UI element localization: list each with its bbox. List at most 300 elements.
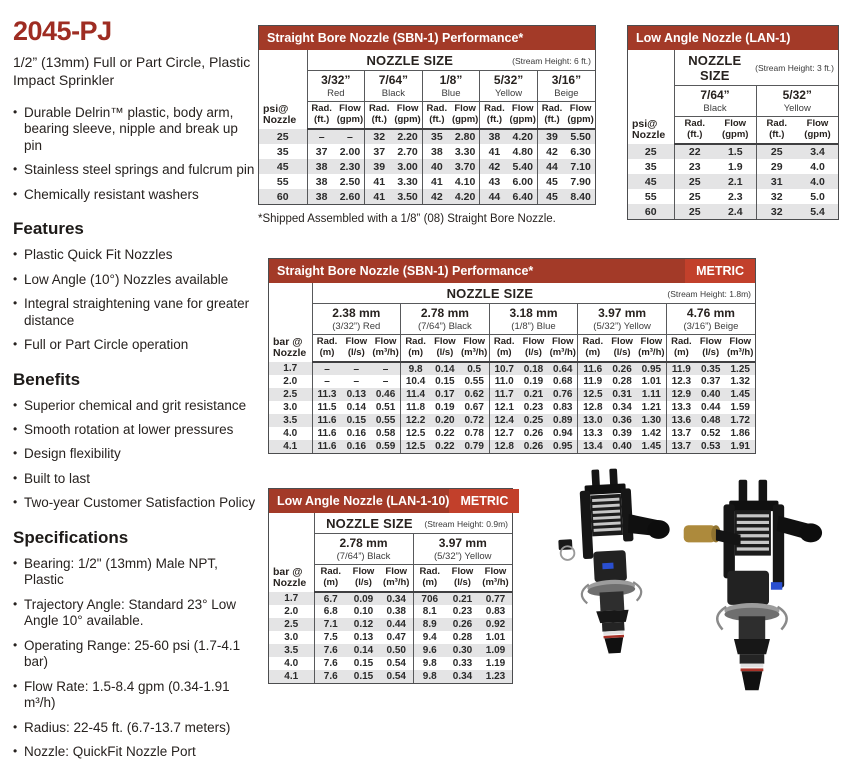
nozzle-color: Red — [327, 87, 345, 99]
data-cell: 1.9 — [727, 160, 743, 173]
specifications-heading: Specifications — [13, 527, 129, 547]
data-cell: 7.90 — [570, 175, 591, 188]
data-cell: 12.4 — [489, 414, 519, 427]
nozzle-color: Beige — [554, 87, 579, 99]
size-row — [269, 304, 755, 335]
data-cell: 1.91 — [725, 440, 755, 453]
row-pressure-value: 45 — [259, 159, 307, 174]
unit-name: Flow — [551, 336, 574, 348]
data-cell: 12.5 — [401, 427, 431, 440]
lan1-table-grid — [628, 50, 838, 219]
data-cell: 1.72 — [725, 414, 755, 427]
nozzle-group-header — [489, 304, 578, 335]
data-cell: – — [312, 362, 342, 375]
data-cell: 41 — [365, 174, 394, 189]
column-unit-header — [566, 102, 595, 130]
nozzle-size-header — [307, 50, 595, 71]
data-cell: 12.3 — [666, 375, 696, 388]
sprinkler-illustration — [541, 459, 679, 665]
data-cell: 0.23 — [523, 402, 544, 414]
data-cell: 2.3 — [727, 190, 743, 203]
column-unit-header — [460, 335, 490, 363]
data-row — [269, 388, 755, 401]
data-cell: 13.6 — [666, 414, 696, 427]
data-cell: 0.58 — [375, 428, 396, 440]
list-item: • Radius: 22-45 ft. (6.7-13.7 meters) — [13, 720, 256, 736]
nozzle-color: (5/32”) Yellow — [433, 550, 492, 562]
unit-symbol: (l/s) — [525, 346, 542, 358]
data-cell: 2.1 — [715, 174, 756, 189]
column-unit-header — [479, 565, 512, 593]
unit-symbol: (l/s) — [454, 576, 471, 588]
performance-table — [628, 50, 838, 219]
product-subtitle: 1/2” (13mm) Full or Part Circle, Plastic Impact Sprinkler — [13, 54, 251, 88]
data-cell: 0.22 — [430, 440, 460, 453]
row-pressure-value: 4.1 — [269, 670, 314, 683]
nozzle-size-header — [312, 283, 755, 304]
page-title: 2045-PJ — [13, 16, 112, 46]
data-cell: 0.94 — [553, 428, 573, 440]
row-pressure-value: 1.7 — [269, 362, 312, 375]
data-cell: 10.7 — [489, 362, 519, 375]
data-row — [259, 159, 595, 174]
data-cell: 7.5 — [314, 631, 347, 644]
impact-sprinkler-photo-right — [676, 476, 826, 699]
data-cell: 0.30 — [446, 644, 479, 657]
column-unit-header — [393, 102, 422, 130]
data-row — [269, 375, 755, 388]
list-item: • Stainless steel springs and fulcrum pin — [13, 162, 256, 178]
data-cell: 0.54 — [386, 658, 406, 670]
data-row — [269, 631, 512, 644]
data-row — [269, 670, 512, 683]
unit-symbol: (m³/h) — [383, 576, 410, 588]
list-item: • Trajectory Angle: Standard 23° Low Angle 10° available. — [13, 597, 256, 630]
data-cell: 38 — [480, 129, 509, 144]
lan110-metric-grid — [269, 513, 512, 683]
data-cell: 42 — [537, 144, 566, 159]
data-cell: 0.17 — [430, 388, 460, 401]
unit-symbol: (m³/h) — [638, 346, 665, 358]
column-unit-header — [548, 335, 578, 363]
data-cell: 39 — [537, 129, 566, 144]
data-row — [259, 174, 595, 189]
table-header — [628, 50, 838, 144]
data-cell: 2.70 — [397, 145, 418, 158]
nozzle-size-wrap — [679, 53, 835, 83]
unit-symbol: (l/s) — [613, 346, 631, 358]
data-cell: 41 — [422, 174, 451, 189]
column-unit-header — [342, 335, 372, 363]
list-item: • Nozzle: QuickFit Nozzle Port — [13, 744, 256, 760]
row-pressure-value: 55 — [259, 174, 307, 189]
nozzle-size: 2.78 mm — [420, 306, 469, 320]
sbn1-table-grid — [259, 50, 595, 204]
list-item: • Durable Delrin™ plastic, body arm, bearing sleeve, nipple and break up pin — [13, 105, 256, 154]
list-item: • Flow Rate: 1.5-8.4 gpm (0.34-1.91 m³/h) — [13, 679, 256, 712]
lan110-metric-title-bar — [269, 489, 512, 513]
performance-table — [269, 283, 755, 453]
data-cell: 0.46 — [371, 388, 401, 401]
data-cell: 13.4 — [578, 440, 608, 453]
data-cell: 12.8 — [489, 440, 519, 453]
nozzle-color: Yellow — [783, 102, 811, 114]
stream-height-note: (Stream Height: 6 ft.) — [512, 55, 591, 66]
data-cell: 1.19 — [485, 658, 506, 670]
data-cell: 13.7 — [666, 440, 696, 453]
data-row — [269, 605, 512, 618]
data-cell: 6.7 — [314, 592, 347, 605]
data-cell: 0.09 — [347, 592, 380, 605]
data-cell: 8.40 — [566, 189, 595, 204]
list-item: • Built to last — [13, 471, 256, 487]
data-cell: 0.55 — [371, 414, 401, 427]
data-row — [269, 592, 512, 605]
product-info-column — [13, 16, 256, 769]
data-cell: 11.3 — [312, 388, 342, 401]
unit-name: Flow — [451, 566, 474, 578]
data-cell: 25 — [674, 174, 715, 189]
data-cell: 1.23 — [479, 670, 512, 683]
data-cell: 13.3 — [578, 427, 608, 440]
data-cell: 38 — [307, 189, 336, 204]
row-header-line: Nozzle — [273, 347, 307, 360]
stream-height-note: (Stream Height: 1.8m) — [667, 288, 751, 299]
data-cell: 0.28 — [452, 632, 473, 644]
lan110-metric-table — [268, 488, 513, 684]
data-cell: 7.6 — [314, 644, 347, 657]
data-cell: 5.50 — [566, 129, 595, 144]
unit-symbol: (m³/h) — [460, 346, 488, 358]
data-cell: 9.8 — [413, 657, 446, 670]
data-cell: 5.4 — [797, 204, 838, 219]
unit-symbol: (gpm) — [451, 113, 479, 125]
column-unit-header — [365, 102, 394, 130]
list-item: • Integral straightening vane for greater distance — [13, 296, 256, 329]
row-pressure-value: 55 — [628, 189, 674, 204]
data-cell: 0.72 — [460, 414, 490, 427]
data-cell: 4.0 — [797, 174, 838, 189]
nozzle-color: (3/16”) Beige — [683, 320, 739, 332]
nozzle-group-header — [312, 304, 401, 335]
data-cell: 1.86 — [730, 428, 750, 440]
data-cell: 0.92 — [479, 618, 512, 631]
data-cell: 0.76 — [548, 388, 578, 401]
data-cell: 12.2 — [401, 414, 431, 427]
data-cell: 23 — [674, 159, 715, 174]
data-cell: 44 — [480, 189, 509, 204]
nozzle-size: 3/32” — [321, 73, 351, 87]
list-item: • Chemically resistant washers — [13, 187, 256, 203]
nozzle-size: 2.78 mm — [339, 536, 388, 550]
data-cell: 10.4 — [401, 375, 431, 388]
unit-symbol: (m) — [319, 346, 335, 358]
data-cell: 1.59 — [730, 402, 750, 414]
unit-name: Flow — [484, 566, 507, 578]
data-row — [269, 657, 512, 670]
nozzle-size-header — [314, 513, 512, 534]
data-row — [259, 129, 595, 144]
header-row — [269, 283, 755, 304]
data-cell: 0.39 — [612, 428, 632, 440]
data-row — [628, 204, 838, 219]
data-cell: 0.89 — [548, 414, 578, 427]
data-cell: 2.30 — [336, 159, 365, 174]
list-item: • Plastic Quick Fit Nozzles — [13, 247, 256, 263]
data-cell: 0.28 — [612, 376, 632, 388]
data-cell: 6.00 — [512, 175, 533, 188]
data-cell: 0.15 — [353, 658, 374, 670]
column-unit-header — [312, 335, 342, 363]
unit-name: Rad. — [541, 103, 563, 115]
data-cell: 3.30 — [454, 145, 476, 158]
data-cell: 2.20 — [393, 129, 422, 144]
data-cell: 5.0 — [810, 190, 825, 203]
data-row — [269, 618, 512, 631]
unit-name: Flow — [640, 336, 663, 348]
data-cell: 4.20 — [509, 129, 538, 144]
unit-name: Rad. — [582, 336, 604, 348]
data-row — [628, 144, 838, 159]
table-title: Straight Bore Nozzle (SBN-1) Performance* — [267, 31, 524, 45]
features-list — [13, 247, 256, 353]
data-cell: 12.9 — [666, 388, 696, 401]
data-cell: 8.9 — [413, 618, 446, 631]
row-header-line: bar @ — [273, 336, 303, 349]
unit-symbol: (m) — [422, 576, 438, 588]
header-row — [628, 50, 838, 86]
list-item: • Design flexibility — [13, 446, 256, 462]
data-cell: 0.14 — [347, 644, 380, 657]
data-cell: 0.15 — [347, 670, 380, 683]
data-cell: 0.14 — [346, 402, 367, 414]
data-cell: 0.33 — [452, 658, 473, 670]
row-pressure-value: 3.5 — [269, 644, 314, 657]
sbn1-footnote: *Shipped Assembled with a 1/8” (08) Straight Bore Nozzle. — [258, 213, 556, 225]
data-cell: 0.95 — [637, 362, 667, 375]
data-cell: 1.42 — [641, 428, 662, 440]
data-cell: 0.21 — [446, 592, 479, 605]
column-unit-header — [578, 335, 608, 363]
data-row — [628, 174, 838, 189]
metric-badge: METRIC — [685, 259, 755, 283]
data-cell: 1.30 — [637, 414, 667, 427]
row-header-line: bar @ — [273, 566, 303, 579]
unit-symbol: (m) — [585, 346, 601, 358]
data-cell: 0.95 — [548, 440, 578, 453]
data-row — [269, 644, 512, 657]
unit-name: Flow — [339, 103, 361, 115]
data-cell: 0.77 — [479, 592, 512, 605]
data-cell: 12.8 — [578, 401, 608, 414]
unit-name: Flow — [569, 103, 592, 115]
data-cell: 7.1 — [314, 618, 347, 631]
data-cell: – — [307, 129, 336, 144]
nozzle-color: (7/64”) Black — [336, 550, 391, 562]
column-unit-header — [696, 335, 726, 363]
data-cell: 0.18 — [519, 362, 549, 375]
data-cell: – — [371, 362, 401, 375]
data-cell: 13.7 — [666, 427, 696, 440]
data-cell: 9.6 — [413, 644, 446, 657]
sbn1-table-title-bar — [259, 26, 595, 50]
impact-sprinkler-photo-left — [541, 459, 680, 670]
list-item: • Superior chemical and grit resistance — [13, 398, 256, 414]
data-cell: 0.54 — [380, 670, 413, 683]
list-item: • Two-year Customer Satisfaction Policy — [13, 495, 256, 511]
unit-name: Rad. — [484, 103, 505, 115]
row-header-line: psi@ — [632, 118, 658, 131]
nozzle-color: (1/8”) Blue — [511, 320, 556, 332]
data-cell: 37 — [365, 144, 394, 159]
data-cell: 12.7 — [489, 427, 519, 440]
data-cell: 0.12 — [347, 618, 380, 631]
row-pressure-value: 3.0 — [269, 401, 312, 414]
unit-name: Flow — [611, 336, 633, 348]
unit-name: Rad. — [684, 118, 706, 130]
data-row — [269, 440, 755, 453]
data-cell: 0.15 — [435, 376, 455, 388]
unit-symbol: (l/s) — [702, 346, 720, 358]
unit-name: Flow — [345, 336, 368, 348]
data-cell: 7.6 — [314, 657, 347, 670]
unit-name: Rad. — [426, 103, 448, 115]
unit-name: Flow — [352, 566, 375, 578]
table-title: Low Angle Nozzle (LAN-1-10) — [277, 494, 450, 508]
data-cell: 0.62 — [460, 388, 490, 401]
performance-table — [269, 513, 512, 683]
unit-symbol: (m³/h) — [727, 346, 754, 358]
data-cell: 3.70 — [451, 159, 480, 174]
column-unit-header — [480, 102, 509, 130]
data-cell: 44 — [537, 159, 566, 174]
data-cell: 0.5 — [460, 362, 490, 375]
row-header-label — [628, 50, 674, 144]
data-cell: 3.30 — [397, 175, 418, 188]
unit-symbol: (l/s) — [355, 576, 372, 588]
data-row — [259, 189, 595, 204]
nozzle-color: Yellow — [495, 87, 523, 99]
column-unit-header — [413, 565, 446, 593]
unit-symbol: (ft.) — [687, 128, 703, 140]
unit-name: Flow — [522, 336, 545, 348]
data-cell: 0.44 — [700, 402, 721, 414]
nozzle-size: 3.97 mm — [598, 306, 647, 320]
unit-name: Flow — [454, 103, 476, 115]
unit-row — [269, 335, 755, 363]
data-row — [269, 414, 755, 427]
data-cell: 11.5 — [312, 401, 342, 414]
data-cell: 0.10 — [353, 606, 374, 618]
list-item: • Bearing: 1/2" (13mm) Male NPT, Plastic — [13, 556, 256, 589]
data-row — [269, 362, 755, 375]
data-cell: 0.19 — [523, 376, 544, 388]
data-cell: 9.8 — [413, 670, 446, 683]
data-cell: 13.0 — [578, 414, 608, 427]
row-pressure-value: 1.7 — [269, 592, 314, 605]
benefits-list — [13, 398, 256, 512]
data-cell: 2.60 — [336, 189, 365, 204]
nozzle-size: 1/8” — [439, 73, 463, 87]
data-cell: 7.10 — [566, 159, 595, 174]
unit-name: Rad. — [316, 336, 338, 348]
nozzle-group-header — [413, 534, 512, 565]
column-unit-header — [797, 117, 838, 145]
unit-name: Flow — [724, 118, 747, 130]
data-cell: 3.4 — [797, 144, 838, 159]
data-cell: 0.48 — [696, 414, 726, 427]
column-unit-header — [314, 565, 347, 593]
unit-symbol: (l/s) — [436, 346, 454, 358]
data-cell: – — [336, 129, 365, 144]
unit-symbol: (ft.) — [769, 128, 785, 140]
row-pressure-value: 2.5 — [269, 618, 314, 631]
data-cell: 39 — [365, 159, 394, 174]
row-header-label — [269, 283, 312, 362]
data-cell: 0.50 — [380, 644, 413, 657]
data-cell: 0.13 — [342, 388, 372, 401]
nozzle-color: Blue — [441, 87, 461, 99]
nozzle-size-wrap — [312, 53, 592, 68]
nozzle-group-header — [480, 71, 538, 102]
column-unit-header — [422, 102, 451, 130]
data-cell: 11.7 — [489, 388, 519, 401]
row-pressure-value: 3.0 — [269, 631, 314, 644]
nozzle-size: 2.38 mm — [332, 306, 381, 320]
unit-symbol: (l/s) — [347, 346, 365, 358]
data-cell: 4.0 — [810, 160, 825, 173]
data-cell: 0.52 — [700, 428, 721, 440]
data-cell: 0.38 — [386, 606, 406, 618]
features-heading: Features — [13, 219, 84, 239]
data-cell: 11.0 — [489, 375, 519, 388]
unit-symbol: (ft.) — [429, 113, 445, 125]
column-unit-header — [489, 335, 519, 363]
data-cell: 3.50 — [393, 189, 422, 204]
list-item: • Full or Part Circle operation — [13, 337, 256, 353]
lan1-table-title-bar — [628, 26, 838, 50]
nozzle-group-header — [756, 86, 838, 117]
data-cell: 0.83 — [553, 402, 573, 414]
column-unit-header — [509, 102, 538, 130]
row-pressure-value: 2.0 — [269, 605, 314, 618]
sbn1-metric-table — [268, 258, 756, 454]
data-cell: 2.4 — [715, 204, 756, 219]
unit-name: Rad. — [311, 103, 332, 115]
data-cell: 3.00 — [393, 159, 422, 174]
row-pressure-value: 25 — [259, 129, 307, 144]
nozzle-size: 7/64” — [378, 73, 409, 87]
data-cell: 12.5 — [578, 388, 608, 401]
lan1-performance-table — [627, 25, 839, 220]
row-header-label — [259, 50, 307, 129]
nozzle-color: (3/32”) Red — [332, 320, 381, 332]
data-cell: 12.5 — [401, 440, 431, 453]
data-cell: 1.09 — [479, 644, 512, 657]
row-pressure-value: 3.5 — [269, 414, 312, 427]
nozzle-group-header — [578, 304, 667, 335]
row-pressure-value: 2.5 — [269, 388, 312, 401]
data-cell: 0.64 — [548, 362, 578, 375]
column-unit-header — [401, 335, 431, 363]
table-body — [269, 592, 512, 683]
nozzle-color: (7/64”) Black — [417, 320, 472, 332]
data-cell: – — [353, 376, 360, 388]
size-row — [259, 71, 595, 102]
unit-symbol: (m³/h) — [372, 346, 399, 358]
column-unit-header — [347, 565, 380, 593]
nozzle-size: 3/16” — [551, 73, 582, 87]
